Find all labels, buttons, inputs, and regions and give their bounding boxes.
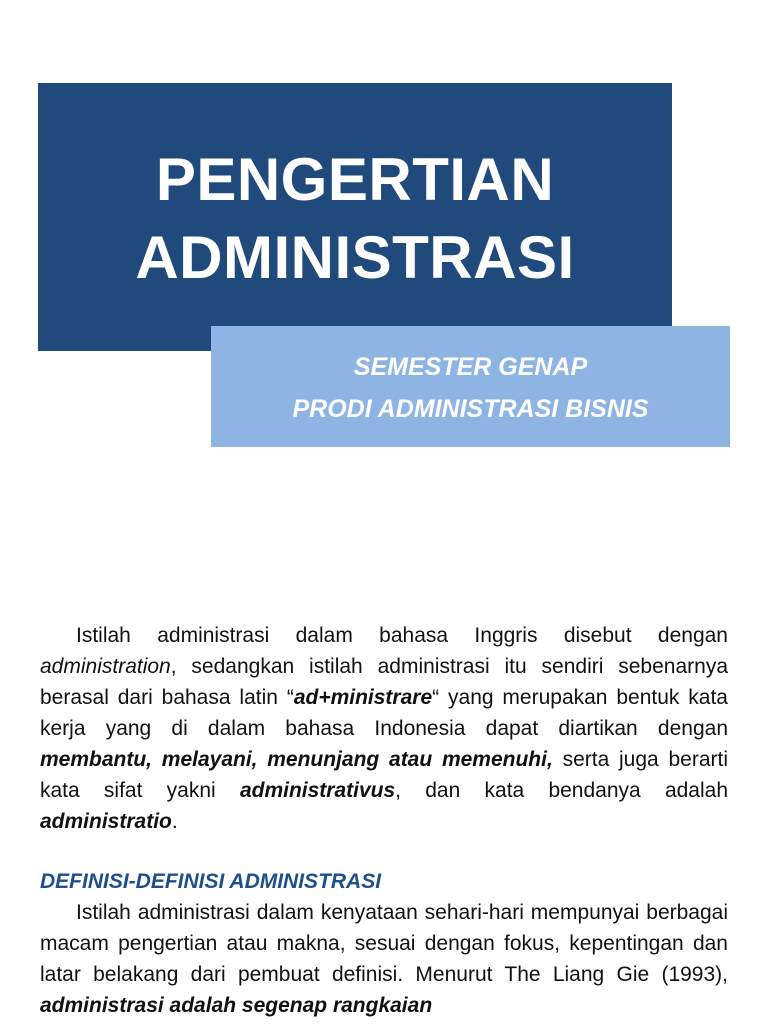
p2-text-1: Istilah administrasi dalam kenyataan sehari-hari mempunyai berbagai macam pengertian atau makna, sesuai dengan fokus, kepentingan dan latar belakang dari pembuat definisi. Menurut The Liang Gie (1993), — [40, 901, 728, 986]
intro-paragraph — [40, 620, 728, 837]
subtitle-banner — [211, 326, 730, 447]
title-line-2: ADMINISTRASI — [135, 224, 575, 291]
page-title — [38, 141, 672, 297]
p1-text-9: , dan kata bendanya adalah — [395, 779, 729, 802]
p1-text-11: . — [171, 810, 178, 833]
subtitle-line-2: PRODI ADMINISTRASI BISNIS — [292, 395, 649, 423]
p2-definition-emphasis: administrasi adalah segenap rangkaian — [40, 994, 433, 1017]
p1-text-3: , sedangkan istilah administrasi itu sendiri sebenarnya berasal dari bahasa latin “ — [40, 655, 728, 709]
title-banner — [38, 83, 672, 351]
p1-term-ad-ministrare: ad+ministrare — [293, 686, 433, 709]
subtitle — [211, 346, 730, 430]
p1-text-1: Istilah administrasi dalam bahasa Inggris disebut dengan — [76, 624, 728, 647]
section-heading: DEFINISI-DEFINISI ADMINISTRASI — [40, 870, 382, 893]
subtitle-line-1: SEMESTER GENAP — [353, 353, 588, 381]
p1-term-administration: administration — [40, 655, 171, 678]
p1-text-5: “ yang merupakan bentuk kata kerja yang di dalam bahasa Indonesia dapat diartikan dengan — [40, 686, 728, 740]
p1-term-meanings: membantu, melayani, menunjang atau memenuhi, — [40, 748, 553, 771]
title-line-1: PENGERTIAN — [155, 146, 555, 213]
p1-text-7: serta juga berarti kata sifat yakni — [40, 748, 729, 802]
p1-term-administratio: administratio — [40, 810, 172, 833]
definition-paragraph — [40, 897, 728, 1021]
p1-term-administrativus: administrativus — [239, 779, 396, 802]
